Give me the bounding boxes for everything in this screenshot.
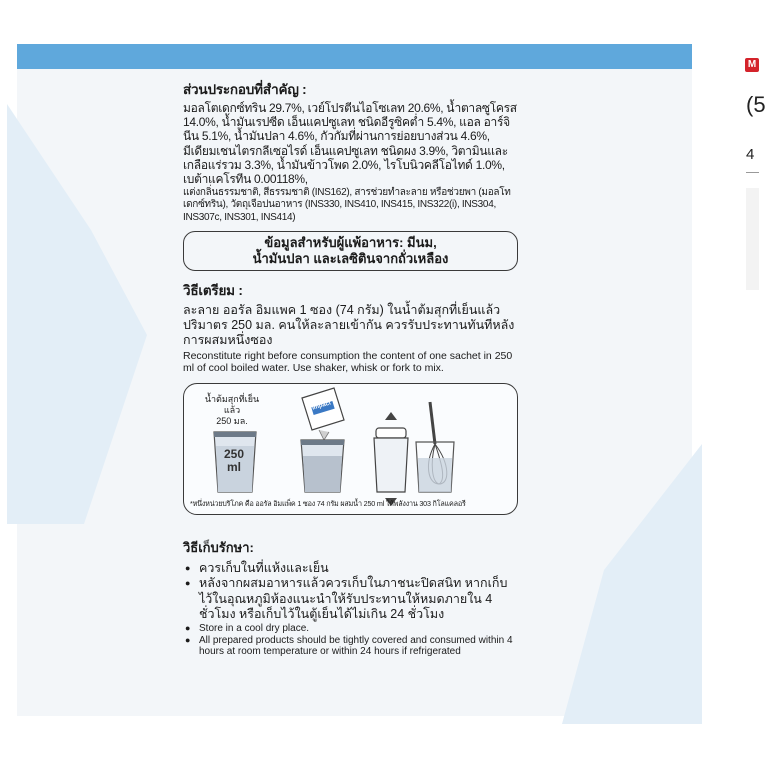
decorative-shape-right (562, 444, 702, 724)
allergy-box (183, 231, 518, 271)
preparation-illustration (183, 383, 518, 515)
price-fragment: 4 (746, 146, 755, 163)
store-badge-icon[interactable]: M (745, 58, 759, 72)
storage-item-en-2: ● All prepared products should be tightly covered and consumed within 4 hours at room temperature or within 24 hours if refrigerated (183, 635, 518, 659)
label-content (183, 78, 518, 658)
side-divider (746, 172, 759, 173)
water-label-line-2: 250 มล. (216, 415, 248, 426)
storage-list (183, 561, 518, 658)
storage-item-en-1: ● Store in a cool dry place. (183, 623, 518, 635)
side-panel-box (746, 188, 759, 290)
water-amount-label (202, 394, 262, 427)
storage-item-th-1: ● ควรเก็บในที่แห้งและเย็น (183, 561, 518, 577)
preparation-heading: วิธีเตรียม : (183, 282, 243, 298)
sachet-brand-label: Impact (311, 400, 332, 412)
decorative-shape-left (7, 104, 147, 524)
preparation-text-en: Reconstitute right before consumption the content of one sachet in 250 ml of cool boiled water. Use shaker, whisk or fork to mix. (183, 349, 513, 375)
label-top-bar (17, 44, 692, 69)
cup-volume-unit: ml (226, 459, 241, 474)
ingredients-text: มอลโตเดกซ์ทริน 29.7%, เวย์โปรตีนไอโซเลท 20.6%, น้ำตาลซูโครส 14.0%, น้ำมันเรปซีด เอ็นแคปซูเลท ชนิดอีรูซิคต่ำ 5.4%, แอล อาร์จินีน 5.1%, น้ำมันปลา 4.6%, กัวกัมที่ผ่านการย่อยบางส่วน 4.6%, มีเดียมเชนไตรกลีเซอไรด์ เอ็นแคปซูเลท ชนิดผง 3.9%, วิตามินและเกลือแร่รวม 3.3%, น้ำมันข้าวโพด 2.0%, ไรโบนิวคลีโอไทด์ 1.0%, เบต้าแคโรทีน 0.00118%, (183, 101, 517, 187)
sachet-icon (302, 388, 344, 440)
whisk-icon (416, 402, 454, 492)
allergy-line-1: ข้อมูลสำหรับผู้แพ้อาหาร: มีนม, (264, 234, 437, 250)
preparation-text-th: ละลาย ออรัล อิมแพค 1 ซอง (74 กรัม) ในน้ำต้มสุกที่เย็นแล้ว ปริมาตร 250 มล. คนให้ละลายเข้ากัน ควรรับประทานทันทีหลังการผสมหนึ่งซอง (183, 302, 515, 347)
ingredients-heading: ส่วนประกอบที่สำคัญ : (183, 82, 307, 97)
storage-item-th-2: ● หลังจากผสมอาหารแล้วควรเก็บในภาชนะปิดสนิท หากเก็บไว้ในอุณหภูมิห้องแนะนำให้รับประทานให้หมดภายใน 4 ชั่วโมง หรือเก็บไว้ในตู้เย็นได้ไม่เกิน 24 ชั่วโมง (183, 576, 518, 623)
shaker-icon (374, 412, 408, 506)
water-label-line-1: น้ำต้มสุกที่เย็นแล้ว (204, 393, 260, 415)
cup-volume-label (214, 448, 254, 474)
mixing-cup-icon (301, 440, 344, 492)
serving-note: *หนึ่งหน่วยบริโภค คือ ออรัล อิมแพ็ค 1 ซอง 74 กรัม ผสมน้ำ 250 ml ให้พลังงาน 303 กิโลแคลอรี (190, 498, 466, 508)
product-title-fragment: (5 (746, 92, 766, 117)
storage-heading: วิธีเก็บรักษา: (183, 539, 254, 555)
allergy-line-2: น้ำมันปลา และเลซิตินจากถั่วเหลือง (252, 250, 449, 266)
cup-volume-number: 250 (223, 446, 245, 461)
additives-text: แต่งกลิ่นธรรมชาติ, สีธรรมชาติ (INS162), สารช่วยทำละลาย หรือช่วยพา (มอลโทเดกซ์ทริน), วัตถุเจือปนอาหาร (INS330, INS410, INS415, INS322(i), INS304, INS307c, INS301, INS414) (183, 187, 511, 223)
